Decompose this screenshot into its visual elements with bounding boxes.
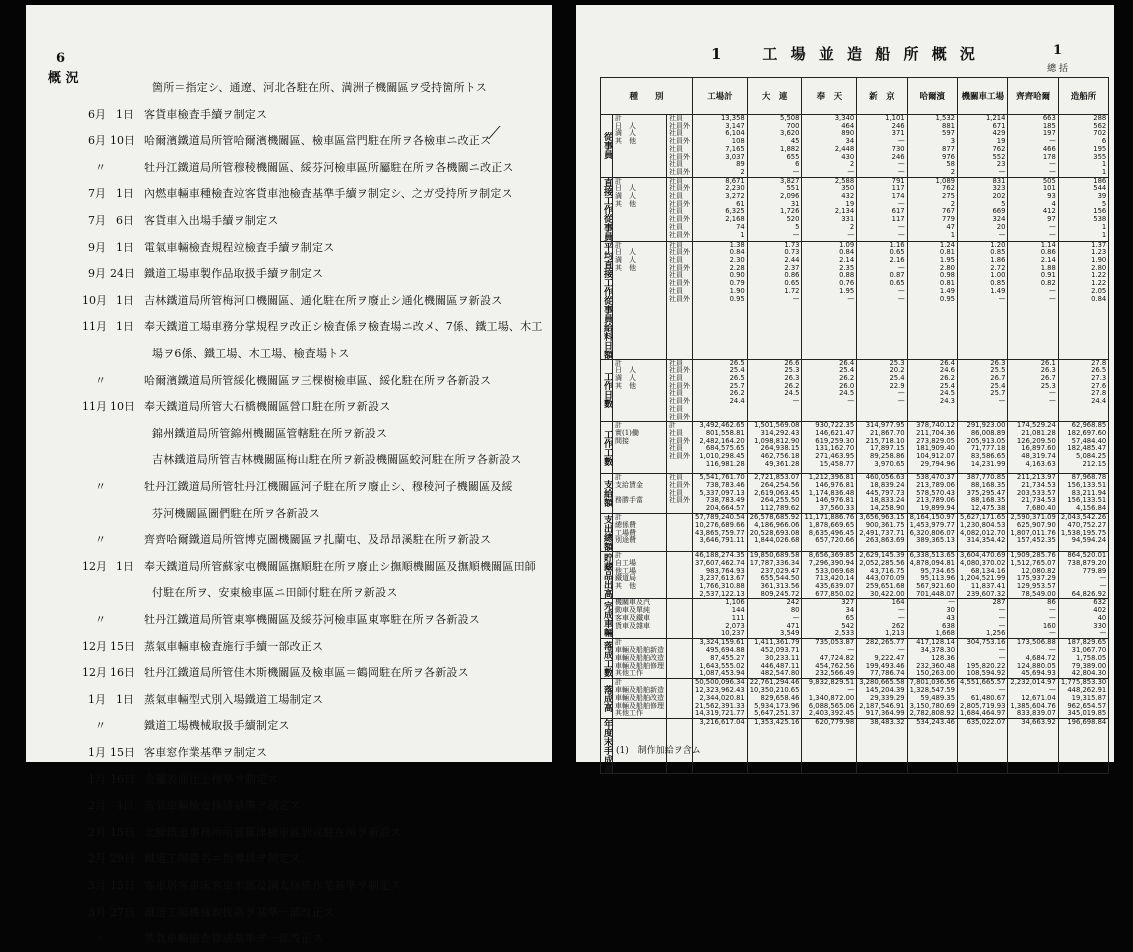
left-page (26, 5, 552, 946)
row-subcategory: 計 日 人 満 人 其 他 (613, 177, 667, 241)
entry-text: 客車窓作業基準ヲ制定ス (144, 746, 268, 759)
chronology-entry (26, 155, 552, 181)
entry-month: 2月 (88, 852, 106, 866)
table-body (601, 115, 1109, 774)
chronology-entry (26, 634, 552, 660)
table-cell: 1,101 246 371 — 730 246 — — (857, 115, 907, 178)
entry-text: 牡丹江鐵道局所管牡丹江機關區河子駐在所ヲ廢止シ、穆稜河子機關區及綏 (144, 480, 513, 493)
row-label (667, 679, 693, 719)
column-header: 哈爾濱 (907, 78, 957, 115)
entry-month: 〃 (95, 932, 106, 946)
table-cell: 387,770.85 88,168.35 375,295.47 88,168.35 12,475.38 (958, 474, 1008, 514)
right-page-subheader: 總 括 (1047, 64, 1068, 74)
row-label: 社員 社員外 社員 社員外 社員 社員外 社員 社員外 (667, 241, 693, 359)
summary-table (600, 77, 1109, 774)
table-cell: 1,909,285.76 1,512,765.07 12,080.82 175,937.29 129,953.57 78,549.00 (1008, 552, 1058, 599)
column-header: 工場計 (693, 78, 748, 115)
table-cell: 46,188,274.35 37,607,462.74 983,764.93 3,237,613.67 1,766,310.88 2,537,122.13 (693, 552, 748, 599)
table-row (601, 599, 1109, 639)
row-label: 計 社員 社員外 社員 社員外 (667, 422, 693, 474)
column-header: 齊齊哈爾 (1008, 78, 1058, 115)
table-row (601, 422, 1109, 474)
chronology-entry (26, 394, 552, 420)
table-cell: 187,829.65 31,067.70 1,758.05 79,389.00 42,804.30 (1058, 639, 1108, 679)
entry-month: 9月 (88, 267, 106, 281)
table-cell: 314,977.95 21,867.70 215,718.10 17,897.15 89,258.86 3,970.65 (857, 422, 907, 474)
entry-month: 7月 (88, 214, 106, 227)
entry-month: 〃 (95, 533, 106, 547)
entry-text: 牡丹江鐵道局所管穆稜機關區、綏芬河檢車區所屬駐在所ヲ各機關ニ改正ス (144, 160, 514, 174)
table-row (601, 177, 1109, 241)
table-cell: 1,532 881 597 3 877 976 58 2 (907, 115, 957, 178)
entry-text: 客貨車入出場手續ヲ制定ス (144, 214, 279, 227)
row-subcategory: 計 日 人 満 人 其 他 (613, 241, 667, 359)
table-cell: 3,604,470.69 4,080,370.02 68,134.16 1,204,521.99 11,837.41 239,607.32 (958, 552, 1008, 599)
entry-text: 牡丹江鐵道局所管東寧機關區及綏芬河檢車區東寧駐在所ヲ各新設ス (144, 613, 480, 626)
entry-day: 15日 (110, 639, 135, 653)
table-cell: 460,056.63 18,839.24 445,797.73 18,833.24 14,258.90 (857, 474, 907, 514)
entry-day: 1日 (116, 107, 134, 121)
chronology-entry (26, 767, 552, 793)
entry-day: 4日 (116, 799, 134, 813)
chronology-entry (26, 421, 552, 447)
table-cell: 196,698.84 (1058, 719, 1108, 774)
entry-text: 箇所＝指定シ、通遼、河北各駐在所、満洲子機關區ヲ受持箇所トス (152, 81, 488, 94)
table-cell: 86 — — 160 — (1008, 599, 1058, 639)
column-header: 奉 天 (802, 78, 857, 115)
table-cell: 3,340 464 890 34 2,448 430 2 — (802, 115, 857, 178)
row-category: 年度末手成高 (602, 719, 612, 774)
entry-month: 〃 (95, 480, 106, 493)
chronology-entry (26, 660, 552, 686)
table-cell: 864,520.01 738,879.20 779.89 — — 64,826.92 (1058, 552, 1108, 599)
table-cell: 164 — — 262 1,213 (857, 599, 907, 639)
row-category: 支給額 (601, 474, 613, 514)
table-cell: 25.3 20.2 25.4 22.9 — — (857, 359, 907, 422)
entry-text: 奉天鐵道局所管大石橋機關區營口駐在所ヲ新設ス (144, 400, 391, 414)
table-cell: 9,832,829.51 — 1,340,872.00 6,088,565.06 2,403,392.45 (802, 679, 857, 719)
entry-text: 客車居客車床客車木部及鋼太修繕作業基準ヲ制定ス (144, 879, 402, 892)
table-cell: 327 34 65 542 2,533 (802, 599, 857, 639)
entry-text: 齊齊哈爾鐵道局所管博克圖機關區ヲ扎蘭屯、及昂昂溪駐在所ヲ新設ス (144, 533, 492, 547)
table-cell: 1.37 1.23 1.90 2.80 1.22 1.22 2.05 0.84 (1058, 241, 1108, 359)
entry-text: 奉天鐵道工場車務分掌規程ヲ改正シ檢査係ヲ檢査場ニ改メ、7係、鐵工場、木工 (144, 320, 543, 334)
entry-text: 蒸氣車輛車檢査施行手續一部改正ス (144, 639, 324, 653)
entry-day: 10日 (110, 134, 135, 148)
row-label (667, 639, 693, 679)
table-cell: 2,588 350 432 19 2,134 331 2 — (802, 177, 857, 241)
table-cell: 378,740.12 211,704.36 273,829.05 181,909.40 104,912.07 29,794.96 (907, 422, 957, 474)
entry-month: 9月 (88, 240, 106, 254)
table-cell: 735,053.87 — 47,724.82 454,762.56 232,566.49 (802, 639, 857, 679)
table-cell: 1.16 0.65 2.16 — 0.87 0.65 — — (857, 241, 907, 359)
table-cell: 930,722.35 146,621.47 619,259.30 131,162.70 271,463.95 15,458.77 (802, 422, 857, 474)
table-cell: 3,324,159.61 495,694.88 87,455.27 1,643,555.02 1,087,453.94 (693, 639, 748, 679)
table-cell: 211,213.97 21,734.53 203,533.57 21,734.53 7,680.40 (1008, 474, 1058, 514)
table-cell: 5,508 700 3,620 45 1,882 655 6 — (747, 115, 802, 178)
row-category: 直接工作從事員 (602, 177, 612, 241)
table-cell: 62,968.85 182,697.60 57,484.40 182,485.47 5,084.25 212.15 (1058, 422, 1108, 474)
row-category: 貯藏品出高 (602, 552, 612, 598)
table-cell: 19,850,689.58 17,787,336.34 237,029.47 655,544.50 361,313.56 809,245.72 (747, 552, 802, 599)
entry-text: 牡丹江鐵道局所管佳木斯機關區及檢車區＝鶴岡駐在所ヲ各新設ス (144, 666, 469, 680)
table-row (601, 679, 1109, 719)
right-page (576, 5, 1114, 774)
entry-month: 〃 (95, 160, 106, 174)
table-cell: 26.1 26.3 26.7 25.3 — — (1008, 359, 1058, 422)
table-cell: 538,470.37 213,789.06 578,570.43 213,789.06 19,899.94 (907, 474, 957, 514)
row-label: 社員 社員外 社員 社員外 社員 社員外 社員 社員外 (667, 115, 693, 178)
entry-text: 蒸氣車輛型式別入場鐵道工場制定ス (144, 692, 324, 706)
entry-day: 1日 (116, 320, 134, 334)
table-cell: 50,500,096.34 12,323,962.43 2,344,020.81 21,562,391.33 14,319,721.77 (693, 679, 748, 719)
table-row (601, 552, 1109, 599)
table-cell: 3,827 551 2,096 31 1,726 520 5 — (747, 177, 802, 241)
table-footnote: (1) 制作加給ヲ含ム (616, 746, 701, 756)
chronology-entry (26, 208, 552, 234)
table-cell: 1.38 0.84 2.30 2.28 0.90 0.79 1.90 0.95 (693, 241, 748, 359)
entry-month: 10月 (82, 293, 107, 307)
table-cell: 11,171,886.76 1,878,669.65 8,635,496.45 657,720.66 (802, 514, 857, 552)
entry-day: 24日 (110, 267, 135, 281)
chronology-entry (26, 501, 552, 527)
column-header: 大 連 (747, 78, 802, 115)
table-cell: 22,761,294.46 10,350,210.65 829,658.46 5,934,173.96 5,647,251.37 (747, 679, 802, 719)
table-cell: 1,775,853.30 448,262.91 19,315.87 962,654.57 345,019.85 (1058, 679, 1108, 719)
row-label (667, 552, 693, 599)
chronology-entry (26, 527, 552, 553)
entry-month: 3月 (88, 905, 106, 919)
table-cell: 1.09 0.84 2.14 2.35 0.88 0.76 1.95 — (802, 241, 857, 359)
table-cell: 26.4 24.6 26.2 25.4 24.5 24.3 (907, 359, 957, 422)
chronology-entry (26, 181, 552, 207)
table-cell: 174,529.24 21,081.28 126,209.50 16,897.60 48,319.74 4,163.63 (1008, 422, 1058, 474)
chronology-entry (26, 607, 552, 633)
column-header: 機關車工場 (958, 78, 1008, 115)
table-cell: 27.8 26.5 27.3 27.6 27.8 24.4 (1058, 359, 1108, 422)
row-category: 落成高 (601, 679, 613, 719)
entry-day: 16日 (110, 772, 135, 786)
table-cell: 26,578,685.92 4,186,966.06 20,528,693.08 1,844,026.68 (747, 514, 802, 552)
entry-day: 29日 (110, 852, 135, 866)
chronology-entry (26, 580, 552, 606)
entry-text: 場ヲ6係、鐵工場、木工場、檢査場トス (152, 347, 350, 360)
table-cell: 26.5 25.4 26.5 25.7 26.2 24.4 (693, 359, 748, 422)
row-label: 社員 社員外 社員 社員外 社員 社員外 社員 社員外 (667, 177, 693, 241)
pencil-mark-icon: ⟋ (488, 123, 501, 144)
entry-text: 哈爾濱鐵道局所管綏化機關區ヲ三棵樹檢車區、綏化駐在所ヲ各新設ス (144, 373, 492, 387)
entry-text: 吉林鐵道局所管梅河口機關區、通化駐在所ヲ廢止シ通化機關區ヲ新設ス (144, 293, 503, 307)
table-cell: 26.6 25.3 26.3 26.2 24.5 — (747, 359, 802, 422)
entry-day: 15日 (110, 746, 135, 759)
entry-month: 11月 (82, 400, 107, 414)
chronology-entry (26, 261, 552, 287)
entry-month: 〃 (95, 613, 106, 626)
chronology-entry (26, 900, 552, 926)
row-label: 社員 社員外 社員 社員外 社員 社員外 社員 社員外 (667, 359, 693, 422)
table-cell: 3,280,665.58 145,204.39 29,339.29 2,187,546.91 917,364.99 (857, 679, 907, 719)
entry-text: 鐵道工場職名＝指導員ヲ制定ス (144, 852, 301, 866)
table-cell: 288 562 702 6 195 355 1 1 (1058, 115, 1108, 178)
chronology-entry (26, 288, 552, 314)
right-page-title (576, 43, 1114, 64)
section-number: 1 (711, 45, 726, 63)
chronology-entry (26, 554, 552, 580)
entry-day: 10日 (110, 400, 135, 414)
chronology-entry (26, 474, 552, 500)
entry-text: 吉林鐵道局所管吉林機關區梅山駐在所ヲ新設機關區蛟河駐在所ヲ各新設ス (152, 453, 522, 467)
row-subcategory: 計 總係費 工場費 別途費 (613, 514, 667, 552)
table-cell: 6,338,513.65 4,878,094.81 95,734.65 95,113.96 567,921.60 701,448.07 (907, 552, 957, 599)
entry-month: 11月 (82, 320, 107, 334)
table-cell: 635,022.07 (958, 719, 1008, 774)
chronology-entry (26, 713, 552, 739)
row-category: 工作工數 (601, 422, 613, 474)
entry-text: 鐵道工場機械取扱手續制定ス (144, 719, 290, 733)
entry-month: 1月 (88, 746, 106, 759)
table-cell: 620,779.98 (802, 719, 857, 774)
table-cell: 1,353,425.16 (747, 719, 802, 774)
entry-day: 27日 (110, 905, 135, 919)
table-cell: 3,216,617.04 (693, 719, 748, 774)
table-cell: 632 402 40 330 — (1058, 599, 1108, 639)
row-category: 完成車輛 (602, 600, 612, 637)
entry-month: 12月 (82, 666, 107, 680)
table-cell: 8,164,150.97 1,453,979.77 6,320,806.07 389,365.13 (907, 514, 957, 552)
table-cell: 291,923.00 86,008.89 205,913.05 71,777.18 83,586.65 14,231.99 (958, 422, 1008, 474)
row-subcategory: 計 日 人 満 人 其 他 (613, 115, 667, 178)
entry-month: 2月 (88, 799, 106, 813)
row-label: 社員 社員外 社員 社員外 (667, 474, 693, 514)
entry-day: 1日 (116, 187, 134, 201)
table-cell: — 30 43 638 1,668 (907, 599, 957, 639)
entry-day: 1日 (116, 559, 134, 573)
row-category: 支出總額 (602, 514, 612, 551)
chronology-entry (26, 128, 552, 154)
entry-text: 付駐在所ヲ、安東檢車區ニ田師付駐在所ヲ新設ス (152, 586, 398, 600)
chronology-entry (26, 447, 552, 473)
table-cell: 287 — — — 1,256 (958, 599, 1008, 639)
row-category: 從事員 (601, 115, 613, 178)
chronology-entry (26, 368, 552, 394)
right-page-number: 1 (1052, 43, 1062, 58)
table-cell: 282,265.77 — 9,222.47 199,493.46 77,786.74 (857, 639, 907, 679)
entry-text: 客貨車檢査手續ヲ制定ス (144, 107, 268, 121)
table-cell: 26.4 25.4 26.2 26.0 24.5 — (802, 359, 857, 422)
entry-month: 1月 (88, 772, 106, 786)
entry-text: 蒸氣車輛檢査修繕基準ヲ一部改正ス (144, 932, 324, 946)
table-cell: 57,789,240.54 10,276,689.66 43,865,759.77 3,646,791.11 (693, 514, 748, 552)
table-cell: 2,590,371.09 625,907.90 1,807,011.76 157,452.35 (1008, 514, 1058, 552)
section-title: 工 場 並 造 船 所 概 況 (762, 45, 979, 63)
chronology-entry (26, 314, 552, 340)
table-row (601, 359, 1109, 422)
entry-day: 16日 (110, 666, 135, 680)
row-category: 工作日數 (601, 359, 613, 422)
table-row (601, 474, 1109, 514)
column-header: 造船所 (1058, 78, 1108, 115)
entry-text: 錦州鐵道局所管錦州機關區管轄駐在所ヲ新設ス (152, 426, 388, 440)
chronology-entry (26, 102, 552, 128)
entry-text: 蒸氣車輛檢査修繕基準ヲ制定ス (144, 799, 301, 813)
entry-month: 3月 (88, 879, 106, 892)
entry-text: 哈爾濱鐵道局所管哈爾濱機關區、檢車區當門駐在所ヲ各檢車ニ改正ス (144, 134, 492, 148)
table-cell: 534,243.46 (907, 719, 957, 774)
entry-month: 〃 (95, 719, 106, 733)
table-cell: 1.73 0.73 2.44 2.37 0.86 0.65 1.72 — (747, 241, 802, 359)
table-cell: 26.3 25.5 26.7 25.4 25.7 — (958, 359, 1008, 422)
table-cell: 34,663.92 (1008, 719, 1058, 774)
entry-text: 內燃車輛車種檢査竝客貨車池檢査基準手續ヲ制定シ、之ガ受持所ヲ制定ス (144, 187, 513, 201)
chronology-entry (26, 740, 552, 766)
table-cell: 2,629,145.39 2,052,285.56 43,716.75 443,070.09 259,651.68 30,422.00 (857, 552, 907, 599)
entry-month: 12月 (82, 639, 107, 653)
table-cell: 3,492,462.65 801,558.81 2,482,164.20 684,575.65 1,010,298.45 116,981.28 (693, 422, 748, 474)
table-row (601, 639, 1109, 679)
table-cell: 8,671 2,230 3,272 61 6,325 2,168 74 1 (693, 177, 748, 241)
table-cell: 7,801,036.56 1,328,547.59 59,489.35 3,150,780.69 2,782,808.92 (907, 679, 957, 719)
row-subcategory: 計 自工場 他工場 鐵道局 其 他 (613, 552, 667, 599)
chronology-entry (26, 687, 552, 713)
chronology-entry (26, 341, 552, 367)
entry-day: 1日 (116, 293, 134, 307)
entry-day: 6日 (116, 214, 134, 227)
column-header: 種 別 (601, 78, 693, 115)
entry-month: 6月 (88, 107, 106, 121)
row-category: 平均直接工作從事員給料日額 (602, 241, 612, 359)
table-header-row (601, 78, 1109, 115)
entry-text: 奉天鐵道局所管蘇家屯機關區撫順駐在所ヲ廢止シ撫順機關區及撫順機關區田師 (144, 559, 536, 573)
chronology-entry (26, 820, 552, 846)
table-cell: 663 185 197 — 466 178 — — (1008, 115, 1058, 178)
table-cell: 831 323 202 5 669 324 20 — (958, 177, 1008, 241)
entry-text: 芬河機關區圖們駐在所ヲ各新設ス (152, 506, 320, 520)
left-page-number: 6 (56, 51, 66, 66)
left-page-header: 概 況 (48, 71, 79, 86)
table-cell: 242 80 — 471 3,549 (747, 599, 802, 639)
table-cell: 38,483.32 (857, 719, 907, 774)
chronology-entry (26, 75, 552, 101)
entry-day: 1日 (116, 240, 134, 254)
table-cell: 5,541,761.70 738,783.46 5,337,097.13 738,783.49 204,664.57 (693, 474, 748, 514)
table-cell: 1,214 671 429 19 762 552 23 — (958, 115, 1008, 178)
entry-month: 〃 (95, 373, 106, 387)
column-header: 新 京 (857, 78, 907, 115)
entry-day: 15日 (110, 879, 135, 892)
table-cell: 87,968.78 156,133.51 83,211.94 156,133.51 4,156.84 (1058, 474, 1108, 514)
row-subcategory: 計 支給賃金 務勝手當 (613, 474, 667, 514)
table-cell: 1,411,361.79 452,093.71 30,233.11 446,487.11 482,547.80 (747, 639, 802, 679)
entry-text: 電氣車輛檢査規程竝檢査手續ヲ制定ス (144, 240, 335, 254)
table-cell: 1.24 0.81 1.95 2.80 0.98 0.81 1.49 0.95 (907, 241, 957, 359)
chronology-entry (26, 793, 552, 819)
entry-month: 2月 (88, 825, 106, 839)
row-category: 落成工數 (602, 640, 612, 677)
entry-day: 1日 (116, 692, 134, 706)
table-cell: 791 117 174 — 617 117 — — (857, 177, 907, 241)
table-cell: 186 544 39 5 156 538 1 1 (1058, 177, 1108, 241)
row-subcategory: 計 實(1)働 間接 (613, 422, 667, 474)
table-cell: 417,128.14 34,378.30 128.36 232,360.48 150,263.00 (907, 639, 957, 679)
row-label (667, 514, 693, 552)
entry-month: 12月 (82, 559, 107, 573)
chronology-entry (26, 873, 552, 899)
entry-month: 6月 (88, 134, 106, 148)
table-cell: 3,656,963.15 900,361.75 2,491,737.71 263,863.69 (857, 514, 907, 552)
row-subcategory: 計 車輛及船舶新造 車輛及船舶改造 車輛及船舶修理 其他工作 (613, 639, 667, 679)
table-cell: 2,043,542.26 470,752.27 1,538,195.75 94,594.24 (1058, 514, 1108, 552)
row-label (667, 599, 693, 639)
row-subcategory: 計 車輛及船舶新造 車輛及船舶改造 車輛及船舶修理 其他工作 (613, 679, 667, 719)
table-cell: 4,551,665.57 — 61,480.67 2,805,719.93 1,684,464.97 (958, 679, 1008, 719)
entry-day: 15日 (110, 825, 135, 839)
table-cell: 1,501,569.08 314,292.43 1,098,812.90 264,938.15 462,756.18 49,361.28 (747, 422, 802, 474)
entry-text: 鐵道工場車製作品取扱手續ヲ制定ス (144, 267, 324, 281)
table-cell: 13,358 3,147 6,104 108 7,165 3,037 89 2 (693, 115, 748, 178)
entry-month: 1月 (88, 692, 106, 706)
table-cell: 1.14 0.86 2.14 1.88 0.91 0.82 — — (1008, 241, 1058, 359)
table-row (601, 115, 1109, 178)
table-cell: 5,627,171.65 1,230,804.53 4,082,012.70 314,354.42 (958, 514, 1008, 552)
table-cell: 505 101 93 4 412 97 — — (1008, 177, 1058, 241)
table-cell: 8,656,369.85 7,296,390.94 533,069.68 713,420.14 435,639.07 677,850.02 (802, 552, 857, 599)
table-cell: 173,506.88 — 4,684.72 124,880.05 45,694.93 (1008, 639, 1058, 679)
table-row (601, 514, 1109, 552)
entry-month: 7月 (88, 187, 106, 201)
chronology-entry (26, 926, 552, 952)
table-cell: 1,089 762 275 2 767 779 47 1 (907, 177, 957, 241)
table-row (601, 241, 1109, 359)
entry-text: 金屬表面仕上標準ヲ制定ス (144, 772, 279, 786)
chronology-entry (26, 846, 552, 872)
entry-text: 北鮮鐵道事務所所管羅津檢車區訓戎駐在所ヲ新設ス (144, 825, 402, 839)
table-cell: 1,212,396.81 146,976.81 1,174,836.48 146,976.81 37,560.33 (802, 474, 857, 514)
row-subcategory: 計 日 人 満 人 其 他 (613, 359, 667, 422)
row-subcategory: 機關車及汽 動車及單純 客車及鐵車 貨車及雜車 (613, 599, 667, 639)
table-cell: 304,753.16 — — 195,820.22 108,594.92 (958, 639, 1008, 679)
entry-text: 鐵道工場機械取扱高ヲ基準一部改正ス (144, 905, 335, 919)
table-cell: 2,721,853.07 264,254.56 2,619,063.45 264,255.50 112,789.62 (747, 474, 802, 514)
table-cell: 1,106 144 111 2,073 10,237 (693, 599, 748, 639)
table-cell: 2,232,014.97 — 12,671.04 1,385,604.76 833,839.07 (1008, 679, 1058, 719)
table-cell: 1.20 0.85 1.86 2.72 1.00 0.85 1.49 — (958, 241, 1008, 359)
chronology-entry (26, 235, 552, 261)
